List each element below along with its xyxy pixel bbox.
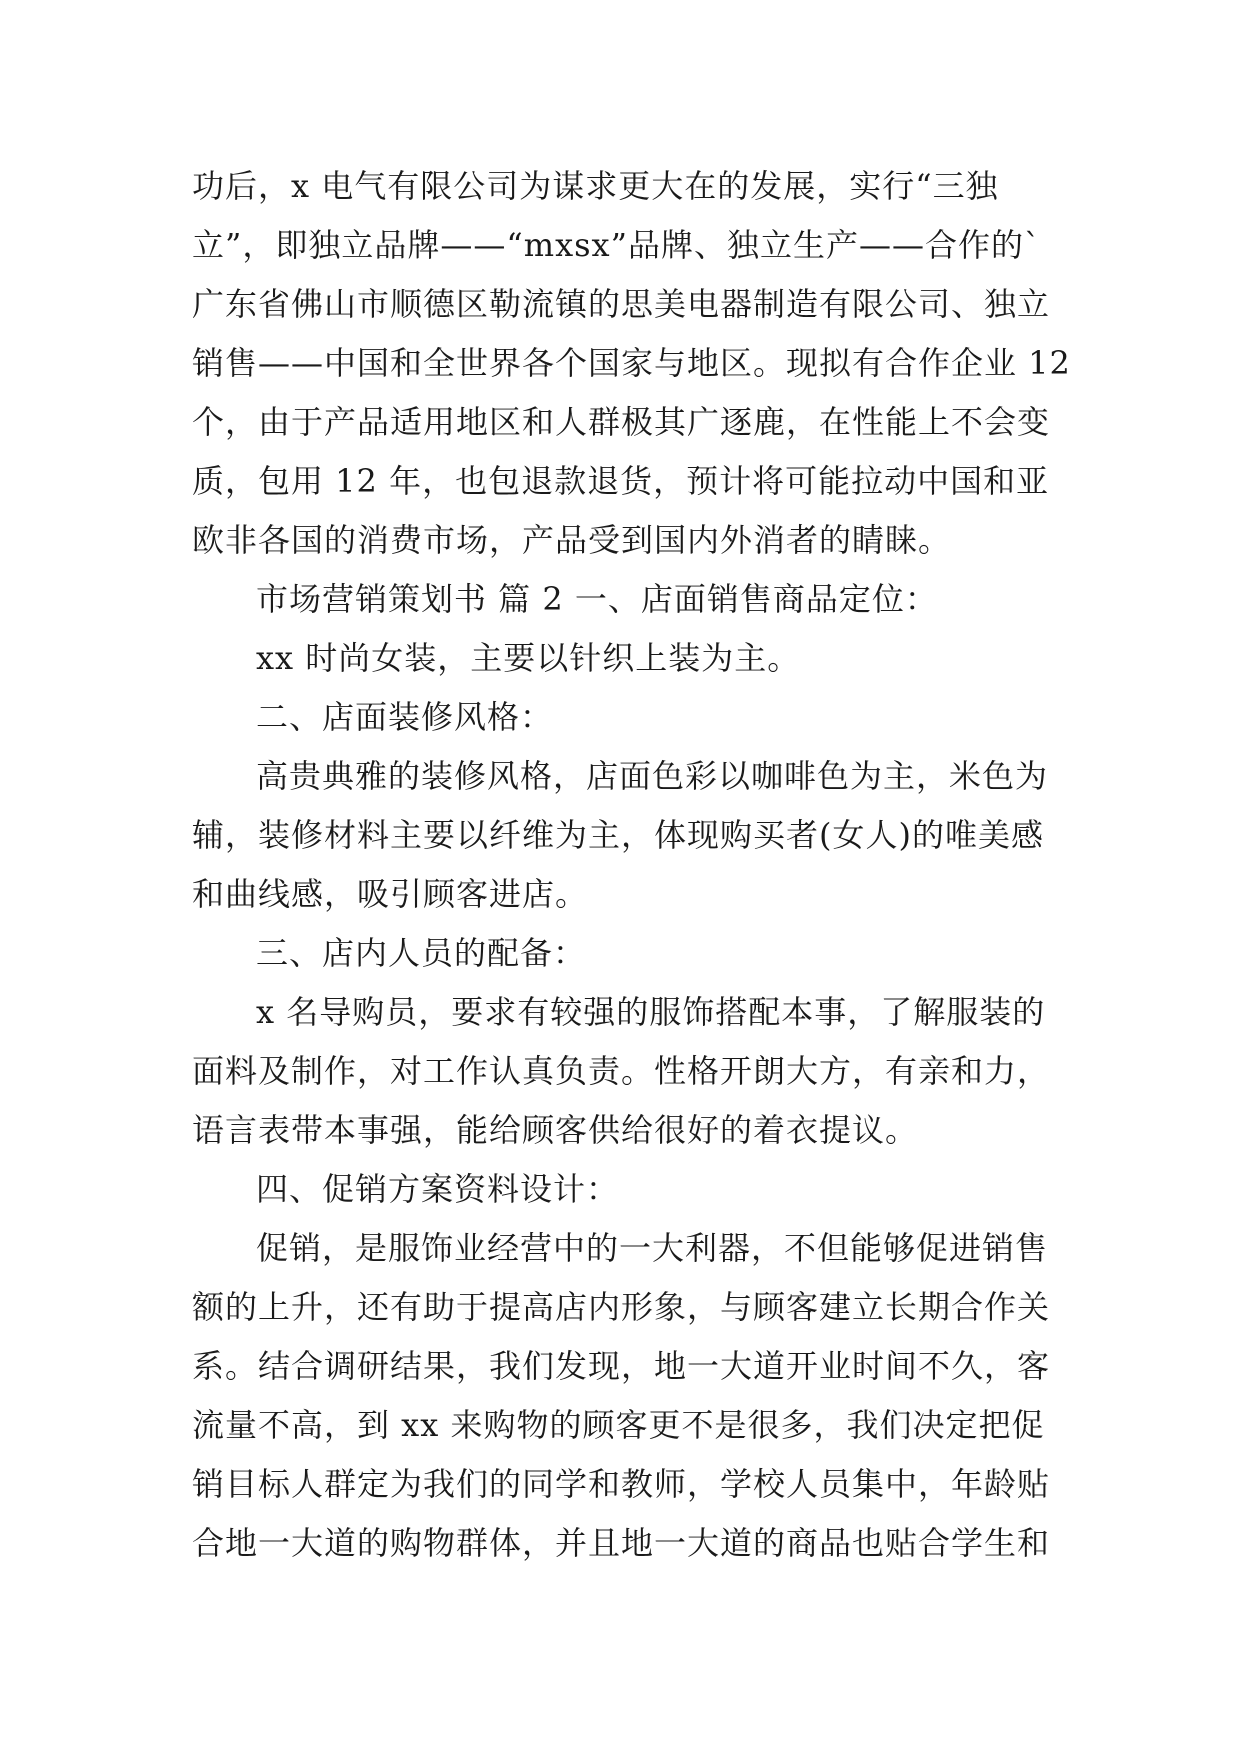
paragraph-line: 质，包用 12 年，也包退款退货，预计将可能拉动中国和亚	[192, 462, 1050, 500]
section-heading: 三、店内人员的配备：	[256, 934, 587, 972]
section-heading: 四、促销方案资料设计：	[256, 1170, 620, 1208]
paragraph-line: 高贵典雅的装修风格，店面色彩以咖啡色为主，米色为	[256, 757, 1049, 795]
paragraph-line: 额的上升，还有助于提高店内形象，与顾客建立长期合作关	[192, 1288, 1051, 1326]
paragraph-line: 立”，即独立品牌——“mxsx”品牌、独立生产——合作的`	[192, 226, 1041, 264]
paragraph-line: 销目标人群定为我们的同学和教师，学校人员集中，年龄贴	[192, 1465, 1051, 1503]
paragraph-line: 欧非各国的消费市场，产品受到国内外消者的睛睐。	[192, 521, 952, 559]
paragraph-line: 功后，x 电气有限公司为谋求更大在的发展，实行“三独	[192, 167, 999, 205]
paragraph-line: 个，由于产品适用地区和人群极其广逐鹿，在性能上不会变	[192, 403, 1051, 441]
section-heading: 二、店面装修风格：	[256, 698, 554, 736]
paragraph-line: 销售——中国和全世界各个国家与地区。现拟有合作企业 12	[192, 344, 1071, 382]
paragraph-line: 语言表带本事强，能给顾客供给很好的着衣提议。	[192, 1111, 919, 1149]
paragraph-line: 面料及制作，对工作认真负责。性格开朗大方，有亲和力，	[192, 1052, 1051, 1090]
paragraph-line: x 名导购员，要求有较强的服饰搭配本事，了解服装的	[256, 993, 1046, 1031]
paragraph-line: 辅，装修材料主要以纤维为主，体现购买者(女人)的唯美感	[192, 816, 1044, 854]
section-heading: 市场营销策划书 篇 2 一、店面销售商品定位：	[256, 580, 938, 618]
paragraph-line: 和曲线感，吸引顾客进店。	[192, 875, 589, 913]
paragraph-line: 流量不高，到 xx 来购物的顾客更不是很多，我们决定把促	[192, 1406, 1045, 1444]
paragraph-line: xx 时尚女装，主要以针织上装为主。	[256, 639, 801, 677]
paragraph-line: 系。结合调研结果，我们发现，地一大道开业时间不久，客	[192, 1347, 1051, 1385]
paragraph-line: 促销，是服饰业经营中的一大利器，不但能够促进销售	[256, 1229, 1049, 1267]
paragraph-line: 合地一大道的购物群体，并且地一大道的商品也贴合学生和	[192, 1524, 1051, 1562]
paragraph-line: 广东省佛山市顺德区勒流镇的思美电器制造有限公司、独立	[192, 285, 1051, 323]
